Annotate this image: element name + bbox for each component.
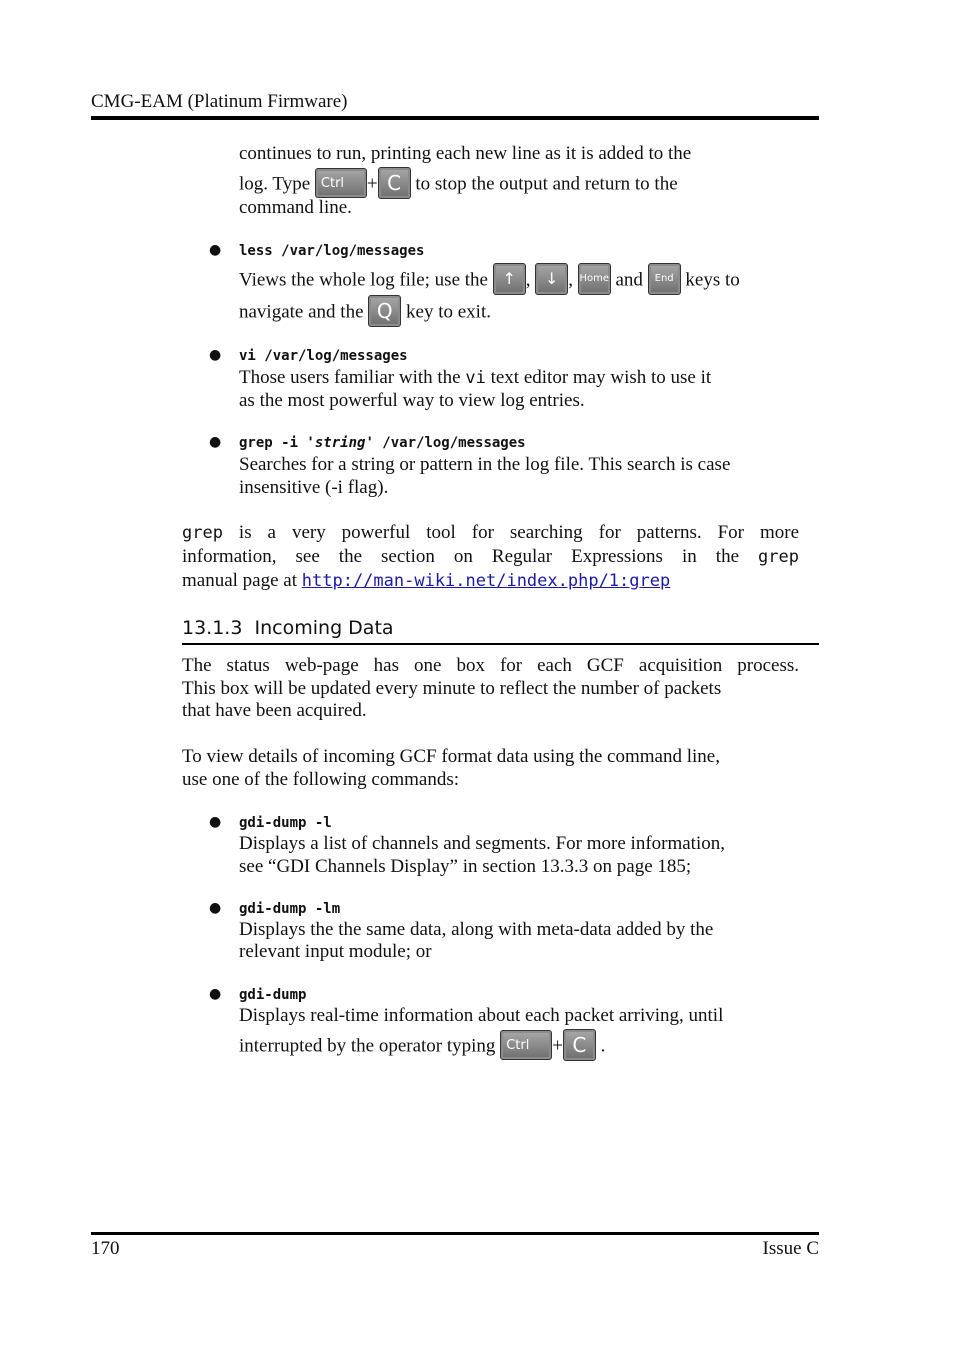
cmd-italic: string — [314, 435, 366, 451]
plus-sign: + — [552, 1035, 563, 1057]
gdi-desc-line-1: Displays real-time information about each packet arriving, until — [239, 1005, 724, 1026]
gdi-desc-line-2 — [239, 1031, 605, 1063]
intro-text: log. Type — [239, 173, 311, 195]
desc-text: navigate and the — [239, 301, 364, 323]
footer-rule — [91, 1232, 819, 1235]
cmd-part: ' /var/log/messages — [365, 435, 526, 451]
para1-line-1: The status web-page has one box for each GCF acquisition process. — [182, 655, 799, 676]
q-key-icon: Q — [368, 295, 401, 327]
grep-desc-line-2: insensitive (-i flag). — [239, 477, 389, 498]
up-arrow-key-icon: ↑ — [493, 263, 526, 295]
command-gdi-dump-lm: gdi-dump -lm — [239, 901, 341, 917]
intro-text: to stop the output and return to the — [415, 173, 678, 195]
command-less: less /var/log/messages — [239, 243, 425, 259]
bullet-icon: ● — [209, 814, 222, 830]
inline-code: vi — [465, 368, 486, 388]
plus-sign: + — [366, 173, 378, 195]
running-header: CMG-EAM (Platinum Firmware) — [91, 91, 348, 112]
desc-text: text editor may wish to use it — [490, 367, 712, 388]
gdi-lm-desc-line-2: relevant input module; or — [239, 941, 432, 962]
grep-para-line-1 — [182, 521, 799, 545]
grep-desc-line-1: Searches for a string or pattern in the log file. This search is case — [239, 454, 731, 475]
bullet-icon: ● — [209, 242, 222, 258]
issue-label: Issue C — [762, 1238, 819, 1259]
intro-line-3: command line. — [239, 197, 352, 218]
header-rule — [91, 116, 819, 120]
ctrl-key-icon: Ctrl — [315, 168, 367, 198]
c-key-icon: C — [378, 167, 411, 199]
command-gdi-dump: gdi-dump — [239, 987, 307, 1003]
para2-line-2: use one of the following commands: — [182, 769, 460, 790]
grep-para-line-2 — [182, 545, 799, 569]
section-number: 13.1.3 — [182, 617, 243, 639]
gdi-l-desc-line-1: Displays a list of channels and segments. For more information, — [239, 833, 725, 854]
para2-line-1: To view details of incoming GCF format data using the command line, — [182, 746, 720, 767]
vi-desc-line-1 — [239, 366, 711, 390]
ctrl-key-icon: Ctrl — [500, 1030, 552, 1060]
bullet-icon: ● — [209, 986, 222, 1002]
para-text: manual page at — [182, 570, 298, 591]
section-heading — [182, 617, 394, 639]
inline-code: grep — [758, 547, 799, 567]
command-gdi-dump-l: gdi-dump -l — [239, 815, 332, 831]
desc-text: key to exit. — [406, 301, 491, 323]
desc-text: interrupted by the operator typing — [239, 1035, 496, 1057]
intro-line-1: continues to run, printing each new line as it is added to the — [239, 143, 692, 164]
vi-desc-line-2: as the most powerful way to view log entries. — [239, 390, 585, 411]
less-desc-line-2 — [239, 297, 491, 329]
section-rule — [182, 643, 819, 645]
down-arrow-key-icon: ↓ — [535, 263, 568, 295]
page-number: 170 — [91, 1238, 120, 1259]
end-key-icon: End — [648, 263, 681, 295]
bullet-icon: ● — [209, 900, 222, 916]
less-desc-line-1: Views the whole log file; use the ↑ , ↓ , Home and End keys to — [239, 265, 740, 297]
gdi-l-desc-line-2: see “GDI Channels Display” in section 13.3.3 on page 185; — [239, 856, 692, 877]
section-title: Incoming Data — [254, 617, 394, 639]
desc-text: keys to — [685, 269, 740, 291]
para1-line-3: that have been acquired. — [182, 700, 367, 721]
home-key-icon: Home — [578, 263, 611, 295]
para1-line-2: This box will be updated every minute to reflect the number of packets — [182, 678, 722, 699]
gdi-lm-desc-line-1: Displays the the same data, along with meta-data added by the — [239, 919, 714, 940]
cmd-part: grep -i ' — [239, 435, 315, 451]
inline-code: grep — [182, 523, 223, 543]
desc-text: Those users familiar with the — [239, 367, 461, 388]
command-grep — [239, 435, 526, 451]
grep-para-line-3 — [182, 569, 670, 593]
bullet-icon: ● — [209, 347, 222, 363]
bullet-icon: ● — [209, 434, 222, 450]
desc-text: and — [615, 269, 643, 291]
para-text: information, see the section on Regular Expressions in the — [182, 546, 739, 567]
desc-text: . — [600, 1035, 606, 1057]
man-page-link[interactable]: http://man-wiki.net/index.php/1:grep — [301, 571, 671, 591]
command-vi: vi /var/log/messages — [239, 348, 408, 364]
para-text: is a very powerful tool for searching for patterns. For more — [238, 522, 799, 543]
c-key-icon: C — [563, 1029, 596, 1061]
desc-text: Views the whole log file; use the — [239, 269, 488, 291]
